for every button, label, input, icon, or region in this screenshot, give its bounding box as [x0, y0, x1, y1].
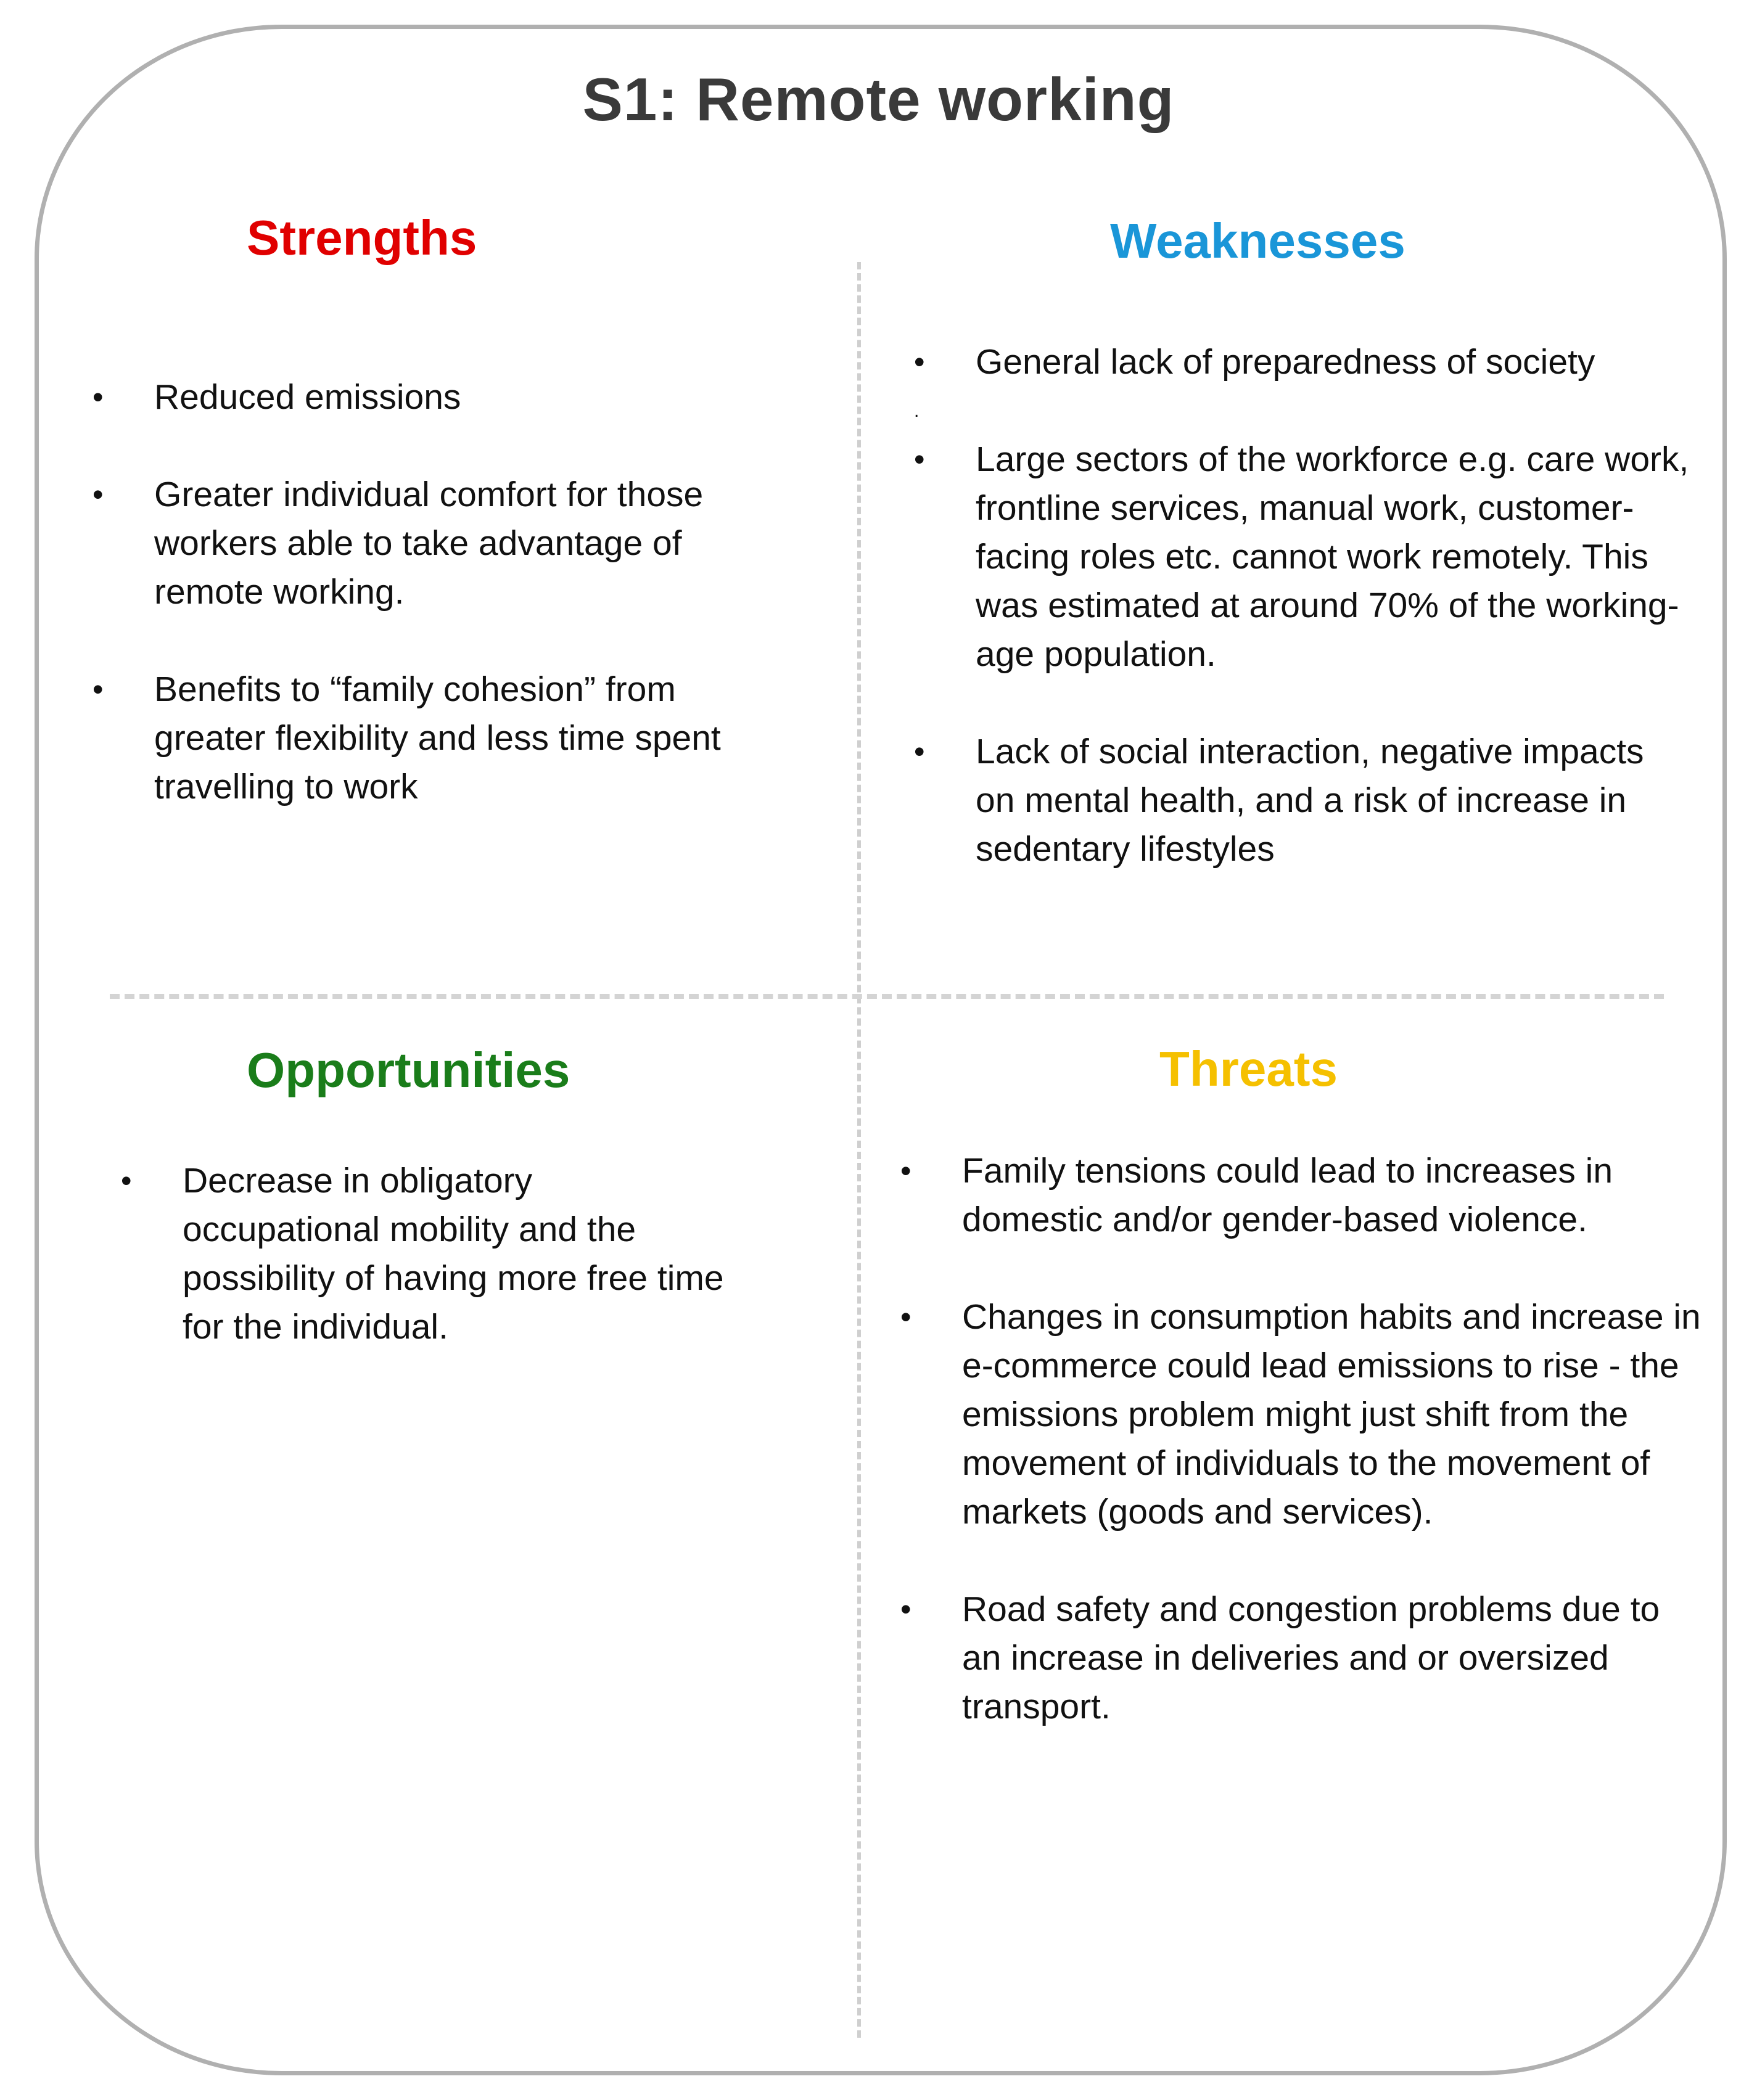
list-item: • Changes in consumption habits and increase in e-commerce could lead emissions to rise - the emissions problem might just shift from the movement of individuals to the movement of markets (goods and services). [900, 1293, 1702, 1536]
stray-mark: . [914, 401, 920, 421]
list-item: • Large sectors of the workforce e.g. care work, frontline services, manual work, customer-facing roles etc. cannot work remotely. This was estimated at around 70% of the working-age population. [914, 435, 1691, 679]
strengths-heading: Strengths [247, 210, 477, 265]
list-item: • Family tensions could lead to increases in domestic and/or gender-based violence. [900, 1147, 1702, 1244]
bullet-icon: • [121, 1163, 132, 1198]
strengths-list [93, 373, 771, 860]
weaknesses-list [914, 338, 1691, 922]
list-item: • Reduced emissions [93, 373, 771, 422]
bullet-icon: • [914, 734, 925, 769]
list-item: • Decrease in obligatory occupational mobility and the possibility of having more free time for the individual. [121, 1157, 738, 1351]
threats-heading: Threats [1159, 1041, 1338, 1096]
list-item: • Lack of social interaction, negative impacts on mental health, and a risk of increase in sedentary lifestyles [914, 728, 1691, 874]
vertical-divider [857, 262, 861, 2038]
bullet-icon: • [914, 442, 925, 477]
page-title: S1: Remote working [582, 65, 1175, 133]
list-item: • Road safety and congestion problems due to an increase in deliveries and or oversized transport. [900, 1585, 1702, 1731]
bullet-icon: • [93, 477, 104, 512]
bullet-icon: • [93, 672, 104, 707]
bullet-icon: • [900, 1300, 911, 1334]
list-item: • Greater individual comfort for those workers able to take advantage of remote working. [93, 470, 771, 617]
list-item: • General lack of preparedness of society [914, 338, 1691, 387]
bullet-icon: • [900, 1154, 911, 1188]
bullet-icon: • [93, 380, 104, 414]
horizontal-divider [110, 994, 1664, 999]
bullet-icon: • [914, 345, 925, 379]
weaknesses-heading: Weaknesses [1110, 213, 1405, 268]
opportunities-list [121, 1157, 738, 1400]
list-item: • Benefits to “family cohesion” from greater flexibility and less time spent travelling to work [93, 665, 771, 811]
bullet-icon: • [900, 1592, 911, 1626]
threats-list [900, 1147, 1702, 1780]
opportunities-heading: Opportunities [247, 1043, 570, 1097]
